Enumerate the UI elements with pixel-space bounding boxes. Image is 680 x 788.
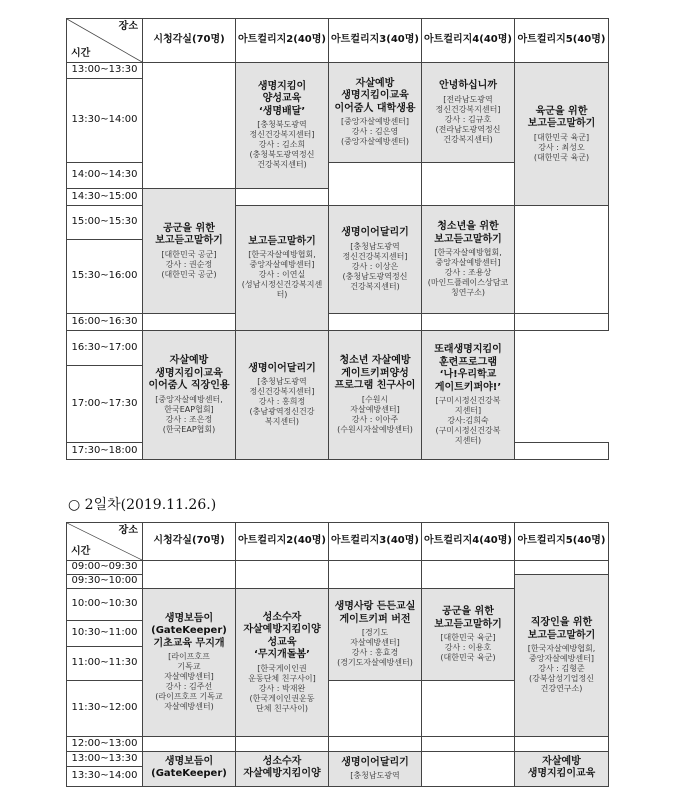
- session-detail-line: 강사 : 이아주: [351, 414, 399, 424]
- session-detail-line: 강사 : 홍효경: [351, 648, 399, 657]
- session-detail-line: [구미시정신건강복: [435, 396, 501, 405]
- day1-schedule-table: [66, 18, 609, 460]
- session-title: [329, 757, 421, 770]
- session-detail-line: 정신건강복지센터]: [249, 387, 315, 397]
- session-title: [329, 355, 421, 393]
- session-detail-line: [한국자살예방협회,: [527, 644, 596, 653]
- session-title-line: 이어줌人 직장인용: [148, 380, 230, 392]
- session-title: [236, 612, 328, 662]
- session-detail-line: 건강연구소): [540, 684, 583, 693]
- session-title-line: 자살예방지킴이양: [243, 768, 321, 779]
- session-detail-line: [충청북도광역: [257, 120, 307, 130]
- session-detail-line: [중앙자살예방센터]: [340, 117, 410, 127]
- session-detail-line: (전라남도광역정신: [435, 124, 501, 134]
- session-title: [329, 78, 421, 116]
- corner-cell: [67, 523, 143, 561]
- session-title: [143, 355, 235, 393]
- empty-cell: [515, 206, 609, 314]
- session-detail-line: [한국게이인권: [257, 663, 307, 673]
- session-cell: [236, 589, 329, 737]
- session-title: [515, 106, 608, 131]
- session-title: [329, 227, 421, 240]
- session-detail-line: 강사 : 김은영: [351, 127, 399, 137]
- session-cell: [329, 589, 422, 681]
- session-cell: [329, 331, 422, 460]
- session-detail-line: (충청북도광역정신: [249, 150, 315, 160]
- session-cell: [515, 575, 609, 737]
- session-title-line: 프로그램 친구사이: [334, 380, 416, 392]
- empty-cell: [236, 189, 329, 206]
- session-detail-line: [충청남도광역: [350, 241, 400, 251]
- room-header: 아트컬리지4(40명): [422, 19, 515, 63]
- day2-title: ○ 2일차(2019.11.26.): [68, 497, 217, 513]
- empty-cell: [329, 681, 422, 737]
- session-detail-line: (경기도자살예방센터): [337, 658, 413, 667]
- session-title-line: 성소수자: [262, 755, 302, 767]
- session-title: [143, 613, 235, 651]
- session-detail-line: 강사 : 권순정: [165, 259, 213, 269]
- session-detail-line: [충청남도광역: [350, 771, 400, 781]
- room-header: 시청각실(70명): [143, 523, 236, 561]
- session-title-line: 육군을 위한: [535, 105, 588, 117]
- empty-cell: [422, 752, 515, 787]
- empty-cell: [236, 561, 329, 589]
- session-detail-line: 강사 : 최성오: [538, 142, 585, 152]
- session-title: [143, 756, 235, 781]
- time-slot: 13:30~14:00: [67, 79, 143, 163]
- session-cell: [422, 331, 515, 460]
- session-detail-line: 건강복지센터): [257, 160, 307, 170]
- session-title-line: 또래생명지킴이: [434, 344, 502, 355]
- session-detail-line: (충남광역정신건강: [249, 407, 315, 417]
- session-detail-line: [충청남도광역: [257, 377, 307, 387]
- session-title: [236, 756, 328, 781]
- session-detail-line: (구미시정신건강복: [435, 426, 501, 435]
- room-header: 아트컬리지2(40명): [236, 523, 329, 561]
- session-title-line: 생명이어달리기: [341, 227, 409, 239]
- session-detail-line: [한국자살예방협회,: [434, 248, 502, 257]
- empty-cell: [422, 681, 515, 737]
- session-cell: [143, 331, 236, 460]
- time-slot: 16:00~16:30: [67, 314, 143, 331]
- corner-cell: [67, 19, 143, 63]
- header-row: [67, 19, 609, 63]
- time-label: 시간: [71, 47, 91, 59]
- session-detail-line: 칭연구소): [450, 288, 486, 297]
- session-title: [143, 223, 235, 248]
- time-slot: 13:00~13:30: [67, 752, 143, 767]
- session-title-line: 생명지킴이: [257, 80, 307, 92]
- session-title-line: 보고듣고말하기: [248, 235, 316, 247]
- session-title-line: 생명사랑 든든교실: [334, 601, 416, 612]
- session-detail-line: 단체 친구사이): [255, 703, 309, 713]
- time-slot: 14:00~14:30: [67, 163, 143, 189]
- session-detail-line: (한국EAP협회): [162, 424, 216, 434]
- session-detail-line: 자살예방센터]: [350, 404, 400, 414]
- session-title-line: 보고듣고말하기: [527, 629, 596, 641]
- session-cell: [143, 589, 236, 737]
- session-title-line: ‘무지개돌봄’: [254, 649, 310, 660]
- session-title-line: 생명보듬이: [164, 612, 214, 624]
- header-row: [67, 523, 609, 561]
- session-title: [329, 601, 421, 626]
- session-detail-line: 정신건강복지센터]: [249, 130, 315, 140]
- empty-cell: [329, 314, 422, 331]
- session-title-line: 성교육: [267, 636, 297, 648]
- session-title-line: 이어줌人 대학생용: [334, 102, 416, 114]
- session-title-line: 게이트키퍼야!’: [434, 381, 502, 393]
- session-title: [422, 221, 514, 246]
- session-title-line: 생명보듬이: [164, 755, 214, 767]
- session-detail-line: (대한민국 육군): [533, 152, 590, 162]
- session-detail-line: 강사 : 이상은: [351, 261, 399, 271]
- session-detail-line: 강사 : 이용호: [444, 643, 492, 652]
- session-detail-line: 운동단체 친구사이]: [248, 673, 316, 683]
- session-title: [236, 81, 328, 119]
- session-title-line: 청소년을 위한: [437, 221, 499, 232]
- session-detail-line: (충청남도광역정신: [342, 271, 408, 281]
- time-slot: 17:30~18:00: [67, 443, 143, 460]
- time-slot: 10:00~10:30: [67, 589, 143, 621]
- session-title-line: 성소수자: [262, 611, 302, 623]
- session-title-line: 직장인을 위한: [530, 617, 593, 628]
- session-detail-line: 강사 : 김주선: [165, 682, 213, 692]
- session-title: [236, 236, 328, 249]
- session-title-line: 생명지킴이교육: [341, 90, 409, 102]
- session-title-line: 안녕하십니까: [439, 80, 497, 92]
- session-cell: [329, 63, 422, 163]
- session-title-line: 공군을 위한: [442, 606, 494, 617]
- session-detail-line: 정신건강복지센터]: [342, 251, 408, 261]
- time-slot: 11:30~12:00: [67, 681, 143, 737]
- session-title: [515, 756, 608, 781]
- session-detail-line: [중앙자살예방센터,: [155, 394, 223, 404]
- session-title: [515, 617, 608, 642]
- session-detail-line: 자살예방센터): [164, 702, 214, 712]
- session-detail-line: 강사 : 조용상: [444, 268, 492, 277]
- empty-cell: [422, 163, 515, 206]
- session-title-line: 생명이어달리기: [341, 756, 409, 768]
- empty-cell: [143, 63, 236, 189]
- session-detail-line: [대한민국 육군]: [533, 132, 590, 142]
- room-header: 시청각실(70명): [143, 19, 236, 63]
- empty-cell: [422, 737, 515, 752]
- session-detail-line: [대한민국 공군]: [161, 249, 217, 259]
- place-label: 장소: [118, 21, 138, 32]
- room-header: 아트컬리지3(40명): [329, 523, 422, 561]
- session-detail-line: 건강복지센터): [350, 281, 400, 291]
- session-title-line: 게이트키퍼양성: [341, 367, 409, 379]
- session-title: [422, 80, 514, 93]
- session-title-line: 기초교육 무지개: [153, 637, 225, 649]
- time-slot: 16:30~17:00: [67, 331, 143, 366]
- empty-cell: [143, 561, 236, 589]
- time-slot: 11:00~11:30: [67, 647, 143, 681]
- session-detail-line: (성남시정신건강복지센: [241, 280, 323, 290]
- session-detail-line: 강사 : 이연실: [258, 270, 306, 280]
- session-detail-line: (마인드플레이스상담코: [427, 278, 509, 287]
- time-slot: 09:30~10:00: [67, 575, 143, 589]
- time-slot: 09:00~09:30: [67, 561, 143, 575]
- session-title-line: 게이트키퍼 버전: [339, 613, 411, 625]
- session-title-line: 양성교육: [262, 93, 302, 105]
- session-detail-line: 강사 : 조은정: [165, 414, 213, 424]
- empty-cell: [329, 561, 422, 589]
- room-header: 아트컬리지3(40명): [329, 19, 422, 63]
- session-cell: [329, 206, 422, 314]
- session-cell: [236, 63, 329, 189]
- session-detail-line: 강사 : 김형준: [538, 664, 585, 673]
- session-detail-line: (한국게이인권운동: [249, 693, 315, 703]
- session-title: [422, 606, 514, 631]
- session-cell: [143, 752, 236, 787]
- session-detail-line: 터): [276, 290, 288, 300]
- time-slot: 13:00~13:30: [67, 63, 143, 79]
- session-detail-line: 강사 : 박재완: [258, 683, 306, 693]
- session-detail-line: 자살예방센터]: [350, 638, 400, 647]
- day2-schedule-table: [66, 522, 609, 787]
- session-detail-line: 지센터): [454, 436, 482, 445]
- time-slot: 15:00~15:30: [67, 206, 143, 240]
- session-detail-line: (수원시자살예방센터): [337, 424, 413, 434]
- session-detail-line: 중앙자살예방센터]: [529, 654, 594, 663]
- session-detail-line: 건강복지센터): [443, 134, 493, 144]
- session-title-line: 자살예방: [542, 755, 581, 767]
- place-label: 장소: [118, 525, 138, 536]
- time-label: 시간: [71, 545, 91, 557]
- empty-cell: [236, 737, 329, 752]
- session-cell: [422, 206, 515, 314]
- empty-cell: [515, 314, 609, 331]
- session-title: [236, 363, 328, 376]
- session-detail-line: [대한민국 육군]: [440, 633, 496, 642]
- session-detail-line: 복지센터): [264, 417, 300, 427]
- empty-cell: [329, 737, 422, 752]
- session-title-line: 생명지킴이교육: [155, 367, 223, 379]
- session-title: [422, 344, 514, 394]
- session-detail-line: (라이프호프 기독교: [155, 692, 223, 702]
- session-cell: [236, 331, 329, 460]
- session-detail-line: (중앙자살예방센터): [340, 137, 410, 147]
- session-cell: [422, 63, 515, 163]
- empty-cell: [422, 561, 515, 589]
- session-detail-line: (대한민국 공군): [161, 269, 217, 279]
- room-header: 아트컬리지5(40명): [515, 523, 609, 561]
- session-detail-line: 지센터]: [454, 406, 482, 415]
- session-title-line: 보고듣고말하기: [155, 235, 223, 246]
- session-title-line: 자살예방: [169, 355, 209, 367]
- session-title-line: (GateKeeper): [151, 768, 227, 779]
- session-cell: [515, 752, 609, 787]
- session-cell: [236, 206, 329, 331]
- session-detail-line: 정신건강복지센터]: [435, 104, 501, 114]
- session-detail-line: 강사 : 김규호: [444, 114, 492, 124]
- session-title-line: 자살예방: [355, 77, 395, 89]
- session-detail-line: [경기도: [361, 628, 389, 637]
- session-detail-line: 강사 : 홍희정: [258, 397, 306, 407]
- session-detail-line: [수원시: [361, 394, 389, 404]
- session-detail-line: [라이프호프: [168, 652, 210, 662]
- session-title-line: (GateKeeper): [151, 625, 227, 637]
- empty-cell: [515, 561, 609, 575]
- session-title-line: 생명지킴이교육: [527, 768, 596, 779]
- empty-cell: [143, 737, 236, 752]
- session-cell: [329, 752, 422, 787]
- empty-cell: [422, 314, 515, 331]
- session-title-line: ‘생명배달’: [258, 105, 306, 117]
- session-title-line: 자살예방지킴이양: [243, 624, 321, 635]
- session-detail-line: 중앙자살예방센터]: [249, 260, 315, 270]
- time-slot: 10:30~11:00: [67, 621, 143, 647]
- time-slot: 13:30~14:00: [67, 767, 143, 787]
- session-cell: [515, 63, 609, 206]
- session-detail-line: (강북삼성기업정신: [529, 674, 594, 683]
- empty-cell: [329, 163, 422, 206]
- session-detail-line: [한국자살예방협회,: [248, 250, 316, 260]
- room-header: 아트컬리지2(40명): [236, 19, 329, 63]
- session-detail-line: 강사:김희숙: [447, 416, 489, 425]
- empty-cell: [515, 737, 609, 752]
- session-detail-line: [전라남도광역: [443, 94, 493, 104]
- time-slot: 14:30~15:00: [67, 189, 143, 206]
- session-title-line: 훈련프로그램: [439, 356, 497, 368]
- session-detail-line: 중앙자살예방센터]: [435, 258, 501, 267]
- time-slot: 12:00~13:00: [67, 737, 143, 752]
- session-cell: [422, 589, 515, 681]
- session-detail-line: 자살예방센터]: [164, 672, 214, 682]
- room-header: 아트컬리지5(40명): [515, 19, 609, 63]
- session-title-line: 보고듣고말하기: [527, 118, 596, 129]
- session-title-line: ‘나!우리학교: [439, 369, 497, 380]
- session-title-line: 청소년 자살예방: [339, 355, 411, 367]
- empty-cell: [515, 443, 609, 460]
- session-title-line: 보고듣고말하기: [434, 233, 502, 245]
- session-title-line: 생명이어달리기: [248, 362, 316, 374]
- time-slot: 15:30~16:00: [67, 240, 143, 314]
- session-title-line: 보고듣고말하기: [434, 618, 502, 630]
- session-detail-line: 기독교: [177, 662, 201, 672]
- session-title-line: 공군을 위한: [163, 222, 215, 234]
- session-detail-line: (대한민국 육군): [440, 653, 496, 662]
- session-cell: [236, 752, 329, 787]
- session-cell: [143, 189, 236, 314]
- session-detail-line: 한국EAP협회]: [164, 404, 214, 414]
- empty-cell: [143, 314, 236, 331]
- room-header: 아트컬리지4(40명): [422, 523, 515, 561]
- session-detail-line: 강사 : 김소희: [258, 140, 306, 150]
- time-slot: 17:00~17:30: [67, 366, 143, 443]
